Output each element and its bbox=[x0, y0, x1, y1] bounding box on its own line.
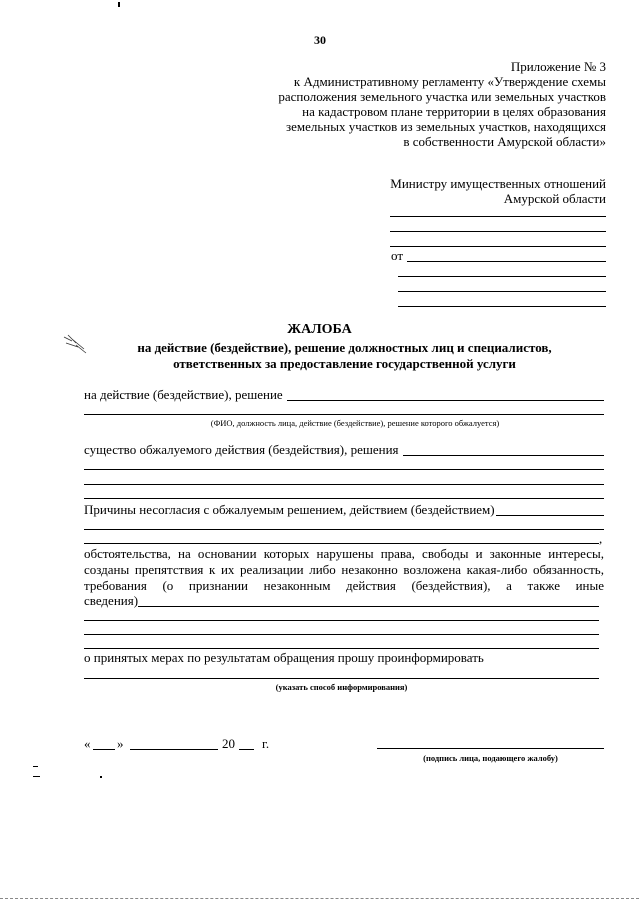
reasons-field[interactable] bbox=[496, 515, 604, 516]
addressee-blank[interactable] bbox=[390, 246, 606, 247]
date-year-field[interactable] bbox=[239, 749, 254, 750]
appendix-title: Приложение № 3 bbox=[510, 59, 606, 74]
title-line: на действие (бездействие), решение должностных лиц и специалистов, bbox=[137, 340, 552, 355]
essence-field[interactable] bbox=[84, 484, 604, 485]
date-close-quote: » bbox=[117, 736, 124, 751]
from-blank[interactable] bbox=[398, 291, 606, 292]
addressee-blank[interactable] bbox=[390, 216, 606, 217]
date-open-quote: « bbox=[84, 736, 91, 751]
scan-edge bbox=[0, 898, 639, 899]
appendix-line: на кадастровом плане территории в целях образования bbox=[302, 104, 606, 119]
info-field[interactable] bbox=[84, 634, 599, 635]
circumstances-line: созданы препятствия к их реализации либо незаконно возложена какая-либо обязанность, bbox=[84, 562, 604, 577]
signature-field[interactable] bbox=[377, 748, 604, 749]
essence-field[interactable] bbox=[84, 469, 604, 470]
scan-speck bbox=[100, 776, 102, 778]
date-year-prefix: 20 bbox=[222, 736, 235, 751]
scan-smudge bbox=[62, 333, 88, 355]
date-day-field[interactable] bbox=[93, 749, 115, 750]
title-line: ответственных за предоставление государственной услуги bbox=[173, 356, 516, 371]
action-field[interactable] bbox=[287, 400, 604, 401]
addressee-blank[interactable] bbox=[390, 231, 606, 232]
appendix-line: расположения земельного участка или земельных участков bbox=[278, 89, 606, 104]
info-field[interactable] bbox=[138, 606, 599, 607]
scan-speck bbox=[118, 2, 120, 7]
reasons-label: Причины несогласия с обжалуемым решением, действием (бездействием) bbox=[84, 502, 495, 517]
reasons-field[interactable] bbox=[84, 543, 599, 544]
essence-field[interactable] bbox=[84, 498, 604, 499]
page-number: 30 bbox=[314, 33, 326, 47]
reasons-field[interactable] bbox=[84, 529, 604, 530]
action-field[interactable] bbox=[84, 414, 604, 415]
date-month-field[interactable] bbox=[130, 749, 218, 750]
circumstances-line: требования (о признании незаконным действия (бездействия), а также иные bbox=[84, 578, 604, 593]
reasons-comma: , bbox=[599, 531, 603, 546]
essence-field[interactable] bbox=[403, 455, 604, 456]
appendix-line: к Административному регламенту «Утверждение схемы bbox=[293, 74, 606, 89]
info-label: сведения) bbox=[84, 593, 139, 608]
inform-method-field[interactable] bbox=[84, 678, 599, 679]
inform-label: о принятых мерах по результатам обращения прошу проинформировать bbox=[84, 650, 484, 665]
action-caption: (ФИО, должность лица, действие (бездействие), решение которого обжалуется) bbox=[210, 418, 500, 428]
appendix-line: земельных участков из земельных участков, находящихся bbox=[285, 119, 606, 134]
addressee-line: Министру имущественных отношений bbox=[390, 176, 606, 191]
from-label: от bbox=[391, 248, 404, 263]
scan-speck bbox=[33, 776, 40, 777]
info-field[interactable] bbox=[84, 648, 599, 649]
circumstances-line: обстоятельства, на основании которых нарушены права, свободы и законные интересы, bbox=[84, 546, 604, 561]
inform-caption: (указать способ информирования) bbox=[275, 682, 408, 692]
essence-label: существо обжалуемого действия (бездействия), решения bbox=[84, 442, 399, 457]
from-blank[interactable] bbox=[398, 276, 606, 277]
action-label: на действие (бездействие), решение bbox=[84, 387, 283, 402]
from-blank[interactable] bbox=[398, 306, 606, 307]
info-field[interactable] bbox=[84, 620, 599, 621]
addressee-line: Амурской области bbox=[503, 191, 606, 206]
appendix-line: в собственности Амурской области» bbox=[403, 134, 606, 149]
title-main: ЖАЛОБА bbox=[287, 322, 352, 337]
date-year-suffix: г. bbox=[262, 736, 270, 751]
signature-caption: (подпись лица, подающего жалобу) bbox=[423, 753, 558, 763]
scan-speck bbox=[33, 766, 38, 767]
from-blank[interactable] bbox=[407, 261, 606, 262]
